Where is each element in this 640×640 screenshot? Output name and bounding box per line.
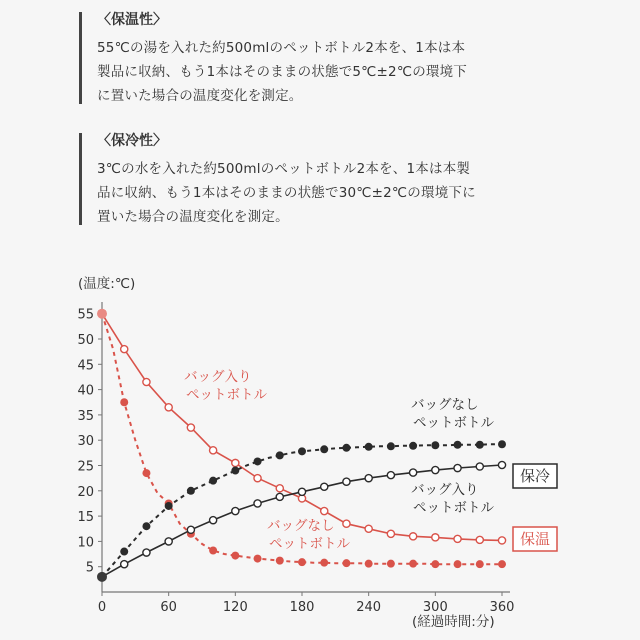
- y-axis-label: (温度:℃): [78, 276, 136, 292]
- data-point: [409, 560, 417, 568]
- data-point: [321, 483, 328, 490]
- data-point: [165, 502, 173, 510]
- data-point: [232, 459, 239, 466]
- data-point: [187, 487, 195, 495]
- data-point: [431, 560, 439, 568]
- data-point: [476, 536, 483, 543]
- data-point: [454, 441, 462, 449]
- data-point: [143, 378, 150, 385]
- data-point: [210, 447, 217, 454]
- data-point: [410, 469, 417, 476]
- series-label: バッグ入り: [411, 482, 479, 498]
- data-point: [387, 560, 395, 568]
- data-point: [165, 538, 172, 545]
- data-point: [298, 488, 305, 495]
- data-point: [498, 560, 506, 568]
- data-point: [276, 493, 283, 500]
- data-point: [365, 560, 373, 568]
- data-point: [231, 552, 239, 560]
- data-point: [343, 478, 350, 485]
- data-point: [320, 559, 328, 567]
- data-point: [298, 447, 306, 455]
- data-point: [342, 444, 350, 452]
- data-point: [410, 533, 417, 540]
- y-tick-label: 50: [77, 333, 94, 348]
- data-point: [231, 467, 239, 475]
- section-body-line: 品に収納、もう1本はそのままの状態で30℃±2℃の環境下に: [97, 185, 476, 201]
- data-point: [432, 534, 439, 541]
- data-point: [276, 557, 284, 565]
- data-point: [498, 537, 505, 544]
- data-point: [187, 424, 194, 431]
- section-body-line: 3℃の水を入れた約500mlのペットボトル2本を、1本は本製: [97, 161, 471, 177]
- data-point: [254, 500, 261, 507]
- data-point: [387, 442, 395, 450]
- data-point: [210, 517, 217, 524]
- group-tag-label: 保冷: [519, 467, 551, 485]
- data-point: [365, 525, 372, 532]
- group-tag-label: 保温: [519, 530, 551, 548]
- data-point: [409, 442, 417, 450]
- series-label: バッグ入り: [184, 369, 252, 385]
- data-point: [276, 485, 283, 492]
- data-point: [321, 507, 328, 514]
- data-point: [209, 477, 217, 485]
- x-tick-label: 180: [289, 600, 315, 615]
- data-point: [142, 522, 150, 530]
- x-tick-label: 360: [489, 600, 515, 615]
- data-point: [365, 475, 372, 482]
- x-axis-label: (経過時間:分): [412, 614, 495, 630]
- section-body-line: 55℃の湯を入れた約500mlのペットボトル2本を、1本は本: [97, 40, 466, 56]
- y-tick-label: 35: [77, 408, 94, 424]
- x-tick-label: 300: [422, 600, 448, 615]
- series-label: ペットボトル: [186, 387, 267, 403]
- x-tick-label: 0: [97, 600, 107, 615]
- data-point: [476, 560, 484, 568]
- series-label: ペットボトル: [413, 415, 494, 431]
- data-point: [165, 404, 172, 411]
- data-point: [342, 559, 350, 567]
- data-point: [143, 549, 150, 556]
- x-tick-label: 120: [222, 600, 248, 615]
- data-point: [254, 555, 262, 563]
- y-tick-label: 25: [77, 459, 94, 475]
- data-point: [454, 535, 461, 542]
- data-point: [209, 547, 217, 555]
- section-body-line: 置いた場合の温度変化を測定。: [97, 209, 289, 225]
- data-point: [120, 398, 128, 406]
- data-point: [476, 463, 483, 470]
- y-tick-label: 30: [77, 434, 94, 450]
- section-heading: 〈保冷性〉: [97, 133, 167, 149]
- series-label: ペットボトル: [269, 536, 350, 552]
- data-point: [498, 440, 506, 448]
- series-label: バッグなし: [411, 397, 479, 413]
- data-point: [454, 464, 461, 471]
- data-point: [232, 507, 239, 514]
- series-label: ペットボトル: [413, 500, 494, 516]
- data-point: [142, 469, 150, 477]
- data-point: [298, 558, 306, 566]
- data-point: [387, 530, 394, 537]
- data-point: [120, 548, 128, 556]
- data-point: [276, 451, 284, 459]
- start-marker-cold: [97, 572, 107, 582]
- data-point: [254, 457, 262, 465]
- data-point: [431, 441, 439, 449]
- data-point: [365, 443, 373, 451]
- series-label: バッグなし: [267, 518, 335, 534]
- section-body-line: に置いた場合の温度変化を測定。: [97, 88, 303, 104]
- y-tick-label: 15: [77, 510, 94, 526]
- data-point: [432, 466, 439, 473]
- data-point: [387, 472, 394, 479]
- data-point: [498, 461, 505, 468]
- data-point: [121, 561, 128, 568]
- data-point: [121, 346, 128, 353]
- y-tick-label: 45: [77, 358, 94, 374]
- data-point: [254, 475, 261, 482]
- y-tick-label: 20: [77, 484, 94, 500]
- y-tick-label: 10: [77, 535, 94, 551]
- x-tick-label: 240: [356, 600, 382, 615]
- data-point: [454, 560, 462, 568]
- x-tick-label: 60: [160, 600, 177, 615]
- section-heading: 〈保温性〉: [97, 12, 167, 28]
- start-marker-warm: [97, 309, 107, 319]
- y-tick-label: 55: [77, 307, 94, 323]
- y-tick-label: 5: [85, 560, 94, 576]
- data-point: [476, 441, 484, 449]
- data-point: [320, 445, 328, 453]
- section-body-line: 製品に収納、もう1本はそのままの状態で5℃±2℃の環境下: [97, 64, 468, 80]
- y-tick-label: 40: [77, 383, 94, 399]
- data-point: [187, 526, 194, 533]
- data-point: [343, 520, 350, 527]
